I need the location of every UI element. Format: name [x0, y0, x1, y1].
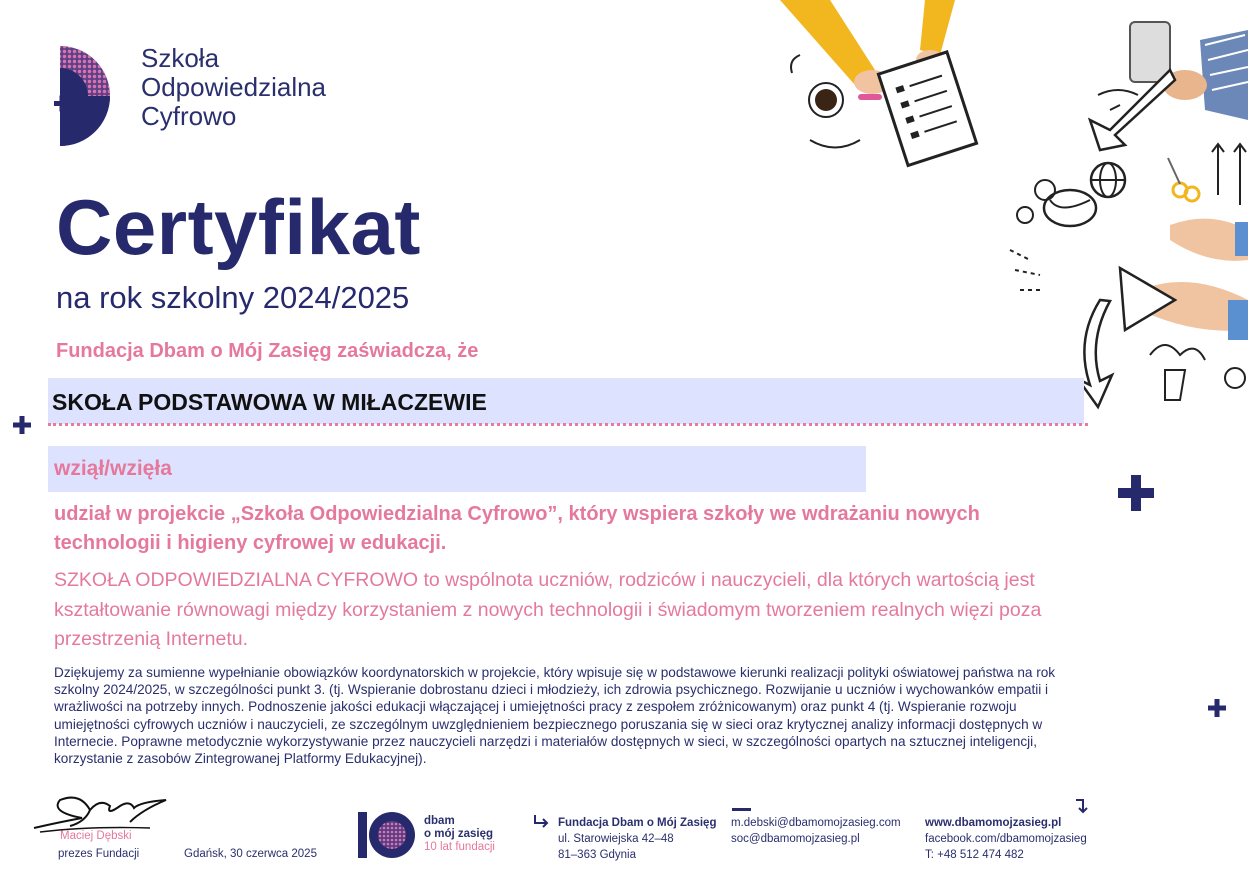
- plus-icon: [13, 416, 31, 434]
- facebook[interactable]: facebook.com/dbamomojzasieg: [925, 833, 1087, 845]
- logo-wordmark: [141, 44, 326, 131]
- foundation-logo-mark: [358, 810, 416, 860]
- logo-line-2: Odpowiedzialna: [141, 72, 327, 102]
- thanks-paragraph: Dziękujemy za sumienne wypełnianie obowiązków koordynatorskich w projekcie, który wpisuje się w podstawowe kierunki realizacji polityki oświatowej państwa na rok szkolny 2024/2025, w szczególności punkt 3. (tj. Wspieranie dobrostanu dzieci i młodzieży, ich zdrowia psychicznego. Rozwijanie u uczniów i wychowanków empatii i wrażliwości na potrzeby innych. Podnoszenie jakości edukacji włączającej i umiejętności pracy z zespołem zróżnicowanym) oraz punkt 4 (tj. Wspieranie rozwoju umiejętności cyfrowych uczniów i nauczycieli, ze szczególnym uwzględnieniem bezpiecznego poruszania się w sieci oraz krytycznej analizy informacji dostępnych w Internecie. Poprawne metodycznie wykorzystywanie przez nauczycieli narzędzi i materiałów dostępnych w sieci, w szczególności opartych na sztucznej inteligencji, korzystanie z zasobów Zintegrowanej Platformy Edukacyjnej).: [54, 665, 1056, 767]
- signer-role: prezes Fundacji: [58, 848, 140, 860]
- email-block: [731, 815, 901, 847]
- logo-mark: [52, 44, 124, 148]
- arrow-corner-down-icon: [1074, 798, 1088, 814]
- certifies-statement: Fundacja Dbam o Mój Zasięg zaświadcza, że: [56, 340, 479, 362]
- phone: T: +48 512 474 482: [925, 849, 1024, 861]
- arrow-corner-right-icon: [532, 814, 550, 828]
- dotted-divider: [48, 423, 1088, 426]
- email-2[interactable]: soc@dbamomojzasieg.pl: [731, 833, 860, 845]
- plus-icon: [1118, 475, 1154, 511]
- certificate-subtitle: na rok szkolny 2024/2025: [56, 280, 410, 315]
- plus-icon: [1208, 699, 1226, 717]
- doodle-illustration: [780, 0, 1248, 420]
- signer-name: Maciej Dębski: [60, 830, 132, 842]
- address-block: [558, 815, 716, 863]
- participation-text: udział w projekcie „Szkoła Odpowiedzialna Cyfrowo”, który wspiera szkoły we wdrażaniu nowych technologii i higieny cyfrowej w edukacji.: [54, 503, 980, 554]
- brand-line-3: 10 lat fundacji: [424, 841, 495, 853]
- school-name: SKOŁA PODSTAWOWA W MIŁACZEWIE: [52, 389, 487, 415]
- org-name: Fundacja Dbam o Mój Zasięg: [558, 817, 717, 829]
- city: 81–363 Gdynia: [558, 849, 637, 861]
- mission-text: SZKOŁA ODPOWIEDZIALNA CYFROWO to wspólnota uczniów, rodziców i nauczycieli, dla których wartością jest kształtowanie równowagi między korzystaniem z nowych technologii i świadomym tworzeniem realnych więzi poza przestrzenią Internetu.: [54, 569, 1042, 650]
- place-date: Gdańsk, 30 czerwca 2025: [184, 848, 317, 860]
- dash-icon: [732, 808, 751, 811]
- took-part-label: wziął/wzięła: [54, 457, 172, 480]
- web-block: [925, 815, 1087, 863]
- email-1[interactable]: m.debski@dbamomojzasieg.com: [731, 817, 901, 829]
- logo-line-3: Cyfrowo: [141, 101, 237, 131]
- foundation-brand: [424, 815, 495, 854]
- brand-line-2: o mój zasięg: [424, 828, 494, 840]
- certificate-title: Certyfikat: [56, 183, 421, 271]
- website[interactable]: www.dbamomojzasieg.pl: [925, 817, 1062, 829]
- brand-line-1: dbam: [424, 815, 455, 827]
- logo-line-1: Szkoła: [141, 43, 220, 73]
- street: ul. Starowiejska 42–48: [558, 833, 674, 845]
